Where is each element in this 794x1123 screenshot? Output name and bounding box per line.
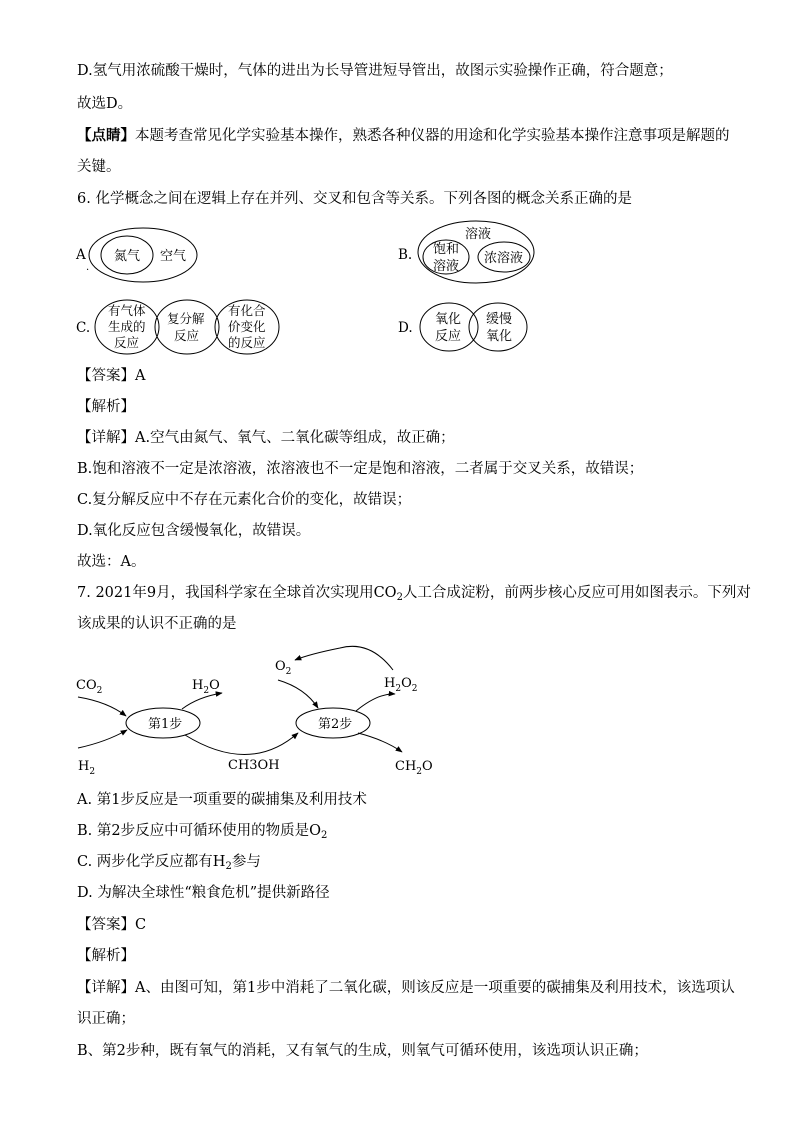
detail-tag: 【详解】 — [77, 980, 135, 996]
q6-c-left-label-2: 生成的 — [108, 319, 146, 334]
h2o-text-b: O — [209, 678, 220, 693]
q7-detail-a-cont: 识正确； — [77, 1011, 135, 1027]
q5-option-d-explanation: D.氢气用浓硫酸干燥时，气体的进出为长导管进短导管出，故图示实验操作正确，符合题意； — [77, 63, 673, 79]
q6-c-left-label-1: 有气体 — [108, 303, 146, 318]
comment-text: 本题考查常见化学实验基本操作，熟悉各种仪器的用途和化学实验基本操作注意事项是解题的 — [135, 128, 730, 144]
q6-c-right-label-3: 的反应 — [228, 335, 266, 350]
ch2o-text-a: CH — [395, 759, 417, 774]
q7-option-b — [77, 821, 327, 841]
ch2o-label — [395, 759, 433, 777]
q7-stem-sub: 2 — [396, 592, 403, 603]
q6-c-letter: C. — [76, 320, 91, 336]
q6-d-right-label-1: 缓慢 — [486, 312, 513, 327]
q5-comment-cont: 关键。 — [77, 159, 121, 175]
ch3oh-arrow — [185, 733, 298, 755]
ch2o-sub: 2 — [416, 767, 423, 777]
q6-answer: 【答案】A — [77, 368, 146, 384]
q6-c-right-label-2: 价变化 — [228, 319, 266, 334]
q6-b-left-label-2: 溶液 — [433, 259, 460, 274]
h2-label — [78, 759, 95, 777]
o2-in-arrow — [278, 680, 318, 708]
q6-d-letter: D. — [398, 320, 413, 336]
q6-concept-diagrams — [0, 0, 794, 370]
q6-a-outer-label: 空气 — [160, 249, 187, 264]
q6-detail-c: C.复分解反应中不存在元素化合价的变化，故错误； — [77, 492, 412, 508]
detail-text: A.空气由氮气、氧气、二氧化碳等组成，故正确； — [135, 430, 455, 446]
step1-ellipse — [126, 708, 200, 738]
h2o-label — [192, 678, 220, 696]
comment-tag: 【点睛】 — [77, 127, 135, 144]
q6-c-right-label-1: 有化合 — [228, 303, 266, 318]
q6-a-dot: . — [86, 262, 90, 273]
q6-d-right-label-2: 氧化 — [486, 329, 513, 344]
step1-label: 第1步 — [148, 717, 183, 732]
ch2o-text-b: O — [422, 759, 433, 774]
q6-b-right-label: 浓溶液 — [484, 251, 524, 266]
q6-detail-d: D.氧化反应包含缓慢氧化，故错误。 — [77, 523, 311, 539]
detail-tag: 【详解】 — [77, 430, 135, 446]
q7-detail-a — [77, 978, 735, 998]
q7-analysis-tag: 【解析】 — [77, 948, 135, 964]
q7-stem-a: 7. 2021年9月，我国科学家在全球首次实现用CO — [77, 585, 397, 601]
q6-d-left-label-2: 反应 — [435, 329, 462, 344]
co2-text: CO — [76, 678, 97, 693]
q6-d-left-label-1: 氧化 — [435, 312, 462, 327]
q6-detail-b: B.饱和溶液不一定是浓溶液，浓溶液也不一定是饱和溶液，二者属于交叉关系，故错误； — [77, 461, 644, 477]
co2-label — [76, 678, 102, 696]
h2-arrow — [78, 730, 127, 748]
q7-stem-line-2: 该成果的认识不正确的是 — [77, 616, 237, 632]
h2o-arrow — [182, 693, 222, 709]
q7-option-c — [77, 852, 261, 872]
q7-option-c-text-b: 参与 — [231, 854, 261, 870]
o2-label — [275, 659, 291, 677]
q5-choose: 故选D。 — [77, 96, 133, 112]
step2-ellipse — [296, 708, 370, 738]
q6-a-letter: A — [76, 247, 86, 263]
ch2o-arrow — [358, 733, 402, 752]
q7-option-c-sub: 2 — [225, 861, 232, 872]
o2-sub: 2 — [285, 667, 292, 677]
h2o-text-a: H — [192, 678, 204, 693]
q6-b-left-label-1: 饱和 — [433, 242, 460, 257]
q7-option-b-text: B. 第2步反应中可循环使用的物质是O — [77, 823, 321, 839]
q7-stem-c: 人工合成淀粉，前两步核心反应可用如图表示。下列对 — [402, 585, 751, 601]
h2o2-sub-1: 2 — [395, 684, 402, 694]
q7-detail-b: B、第2步种，既有氧气的消耗，又有氧气的生成，则氧气可循环使用，该选项认识正确； — [77, 1043, 648, 1059]
q7-stem-line-1 — [77, 583, 751, 603]
q7-option-a: A. 第1步反应是一项重要的碳捕集及利用技术 — [77, 792, 367, 808]
h2-sub: 2 — [89, 767, 96, 777]
q6-c-mid-label-1: 复分解 — [167, 311, 205, 326]
h2o2-sub-2: 2 — [411, 684, 418, 694]
q7-option-d: D. 为解决全球性“粮食危机”提供新路径 — [77, 885, 330, 901]
q6-choose: 故选：A。 — [77, 554, 146, 570]
h2-text: H — [78, 759, 90, 774]
h2o2-label — [384, 676, 417, 694]
step2-label: 第2步 — [318, 717, 353, 732]
q6-detail-a — [77, 428, 455, 448]
o2-recycle-arrow — [295, 646, 393, 670]
q7-option-c-text-a: C. 两步化学反应都有H — [77, 854, 226, 870]
ch3oh-label: CH3OH — [228, 758, 280, 773]
q7-answer: 【答案】C — [77, 917, 147, 933]
h2o2-text-b: O — [401, 676, 412, 691]
o2-text: O — [275, 659, 286, 674]
q6-b-letter: B. — [398, 247, 413, 263]
q6-b-top-label: 溶液 — [465, 227, 492, 242]
q6-a-inner-label: 氮气 — [114, 249, 141, 264]
detail-text: A、由图可知，第1步中消耗了二氧化碳，则该反应是一项重要的碳捕集及利用技术，该选项认 — [135, 980, 735, 996]
h2o-sub: 2 — [203, 686, 210, 696]
co2-sub: 2 — [96, 686, 103, 696]
co2-arrow — [78, 697, 126, 716]
h2o2-text-a: H — [384, 676, 396, 691]
q7-option-b-sub: 2 — [321, 830, 328, 841]
q6-stem: 6. 化学概念之间在逻辑上存在并列、交叉和包含等关系。下列各图的概念关系正确的是 — [77, 191, 632, 207]
q6-c-left-label-3: 反应 — [114, 335, 140, 350]
q6-c-mid-label-2: 反应 — [174, 328, 200, 343]
q6-c-mid-ellipse — [155, 300, 219, 354]
q6-analysis-tag: 【解析】 — [77, 399, 135, 415]
h2o2-arrow — [356, 694, 395, 711]
